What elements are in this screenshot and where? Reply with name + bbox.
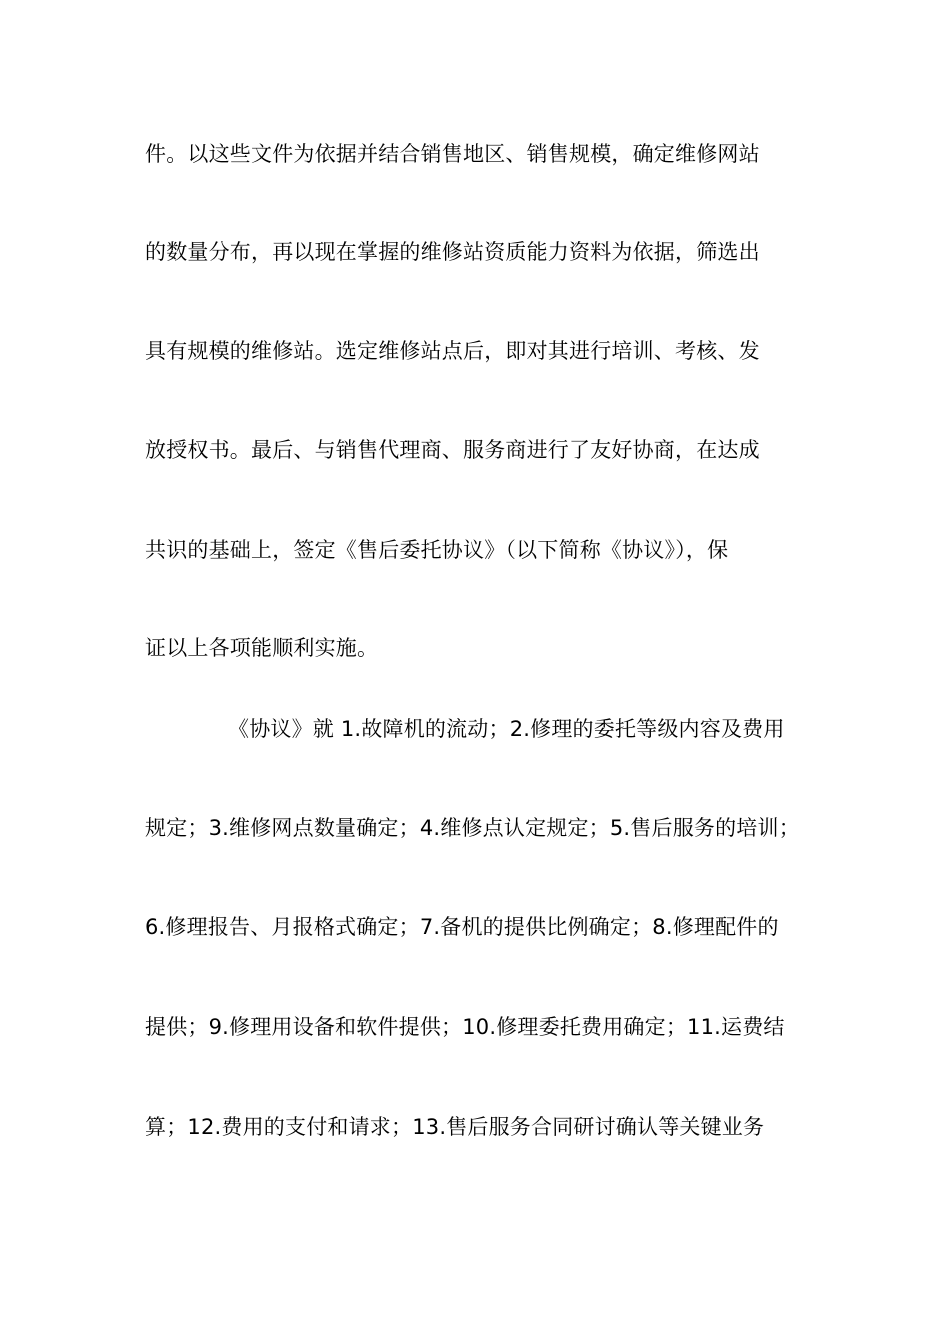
- text-line-1: 件。以这些文件为依据并结合销售地区、销售规模，确定维修网站: [145, 142, 760, 166]
- text-line-9: 6.修理报告、月报格式确定；7.备机的提供比例确定；8.修理配件的: [145, 915, 779, 939]
- text-line-4: 放授权书。最后、与销售代理商、服务商进行了友好协商，在达成: [145, 438, 760, 462]
- text-line-3: 具有规模的维修站。选定维修站点后，即对其进行培训、考核、发: [145, 339, 760, 363]
- text-line-5: 共识的基础上，签定《售后委托协议》（以下简称《协议》），保: [145, 538, 729, 562]
- paragraph-start-line: 《协议》就 1.故障机的流动；2.修理的委托等级内容及费用: [228, 717, 785, 741]
- text-line-6: 证以上各项能顺利实施。: [145, 636, 379, 660]
- text-line-8: 规定；3.维修网点数量确定；4.维修点认定规定；5.售后服务的培训；: [145, 816, 800, 840]
- text-line-11: 算；12.费用的支付和请求；13.售后服务合同研讨确认等关键业务: [145, 1115, 765, 1139]
- text-line-10: 提供；9.修理用设备和软件提供；10.修理委托费用确定；11.运费结: [145, 1015, 785, 1039]
- text-line-2: 的数量分布，再以现在掌握的维修站资质能力资料为依据，筛选出: [145, 240, 760, 264]
